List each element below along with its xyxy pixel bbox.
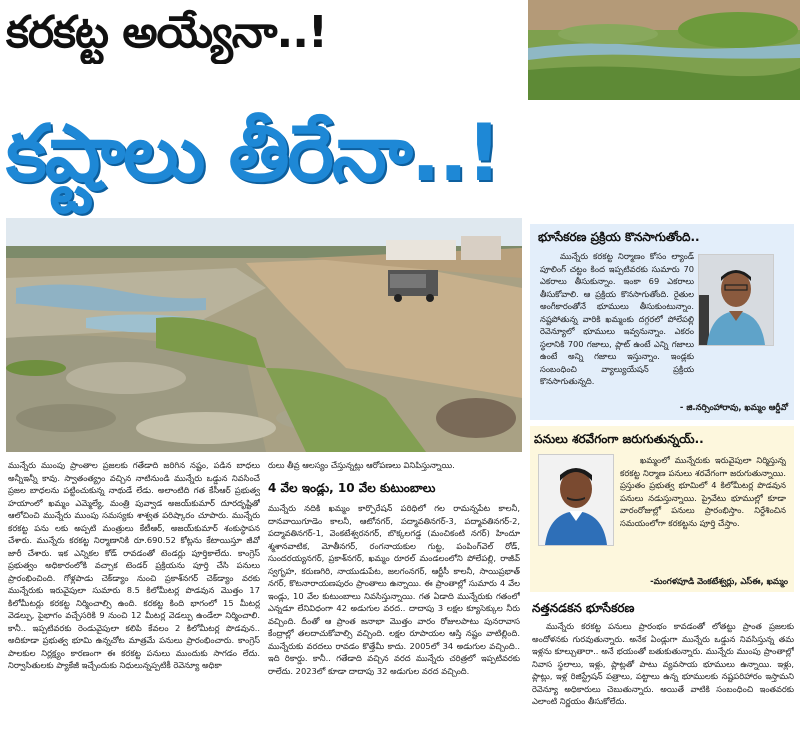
side-article-subhead: నత్తనడకన భూసేకరణ <box>532 601 635 615</box>
se-portrait <box>538 454 614 546</box>
rdo-signature: - జి.నర్సింహారావు, ఖమ్మం ఆర్డీవో <box>679 402 788 412</box>
rdo-portrait <box>698 254 774 346</box>
rdo-quote-title: భూసేకరణ ప్రక్రియ కొనసాగుతోంది.. <box>538 230 700 244</box>
article-column-1: మున్నేరు ముంపు ప్రాంతాల ప్రజలకు గతేడాది జరిగిన నష్టం, పడిన బాధలు అన్నీఇన్నీ కావు. స్వాతంత్య్రం వచ్చిన నాటినుండి మున్నేరు ఒడ్డున నివసించే ప్రజల బాధలను పట్టించుకున్న నాథుడే లేడు. అలాంటిది గత కేసీఆర్ ప్రభుత్వ హయాంలో ఖమ్మం ఎమ్మెల్యే, మంత్రి పువ్వాడ అజయ్‌కుమార్ దూరదృష్టితో ఆలోచించి మున్నేరు ముంపు సమస్యకు శాశ్వత పరిష్కారం చూపారు. మున్నేరు కరకట్ట పను లకు అప్పటి మంత్రులు కేటీఆర్, అజయ్‌కుమార్ శంకుస్థాపన చేశారు. మున్నేరు కరకట్ట నిర్మాణానికి రూ.690.52 కోట్లను కేటాయిస్తూ జీవో జారీ చేశారు. ఇక ఎన్నికల కోడ్ రావడంతో టెండర్లు పూర్తికాలేదు. కాంగ్రెస్ ప్రభుత్వం అధికారంలోకి వచ్చాక టెండర్ ప్రక్రియను పూర్తి చేసి పనులు ప్రారంభించింది. గోళ్లపాడు చెక్‌డ్యాం నుంచి ప్రకాశ్‌నగర్ చెక్‌డ్యాం వరకు మున్నేరుకు ఇరువైపులా సుమారు 8.5 కిలోమీటర్ల పొడవున మొత్తం 17 కిలోమీటర్లు కరకట్ట నిర్మించాల్సి ఉంది. కరకట్ట కింది భాగంలో 15 మీటర్ల వెడల్పు, పైభాగం వచ్చేసరికి 9 నుంచి 12 మీటర్ల వెడల్పు ఉండేలా నిర్మించాలి. కానీ.. ఇప్పటివరకు రెండువైపులా కలిపి కేవలం 2 కిలోమీటర్ల పొడవున.. అదికూడా ప్రభుత్వ భూమి ఉన్నచోట మాత్రమే పనులు ప్రారంభించారు. కాంగ్రెస్ పాలకుల నిర్లక్ష్యం కారణంగా ఈ కరకట్ట పనులు ముందుకు సాగడం లేదు. నిర్వాసితులకు ప్యాకేజీ ఇచ్చేందుకు నిధులున్నప్పటికీ రెవెన్యూ అధికా <box>8 460 260 670</box>
se-signature: -మంగళపూడి వెంకటేశ్వర్లు, ఎస్ఈ, ఖమ్మం <box>650 576 788 586</box>
se-quote-title: పనులు శరవేగంగా జరుగుతున్నయ్.. <box>534 432 704 446</box>
riverbed-construction-photo <box>6 218 522 452</box>
se-quote-body: ఖమ్మంలో మున్నేరుకు ఇరువైపులా నిర్మిస్తున్న కరకట్ట నిర్మాణ పనులు శరవేగంగా జరుగుతున్నాయి. ప్రస్తుతం ప్రభుత్వ భూమిలో 4 కిలోమీటర్ల పొడవున పనులు నడుస్తున్నాయి. ప్రైవేటు భూముల్లో కూడా వారంరోజుల్లో పనులు ప్రారంభిస్తాం. నిర్దేశించిన సమయంలోగా కరకట్టను పూర్తి చేస్తాం. <box>620 455 786 528</box>
rdo-quote-body-left: మున్నేరు కరకట్ట నిర్మాణం కోసం ల్యాండ్ పూలింగ్ చట్టం కింద ఇప్పటివరకు సుమారు 70 ఎకరాలు తీసుకున్నాం. ఇంకా 69 ఎకరాలు తీసుకోవాలి. ఆ ప్రక్రియ కొనసాగుతోంది. రైతుల అంగీకారంతోనే భూములు తీసుకుంటున్నాం. నష్టపోతున్న వారికి ఖమ్మంకు దగ్గరలో పోలేపల్లి రెవెన్యూలో భూములు ఇవ్వనున్నాం. ఎకరం స్థలానికి 700 గజాలు, ప్లాట్ ఉంటే ఎన్ని గజాలు ఉంటే అన్ని గజాలు ఇస్తున్నాం. ఇండ్లకు సంబంధించి వ్యాల్యుయేషన్ ప్రక్రియ కొనసాగుతున్నది. <box>540 251 694 386</box>
top-river-photo <box>528 0 800 100</box>
rdo-portrait-image <box>699 255 773 345</box>
side-article-body: మున్నేరు కరకట్ట పనులు ప్రారంభం కావడంతో లోతట్టు ప్రాంత ప్రజలకు అందోళనకు గురవుతున్నారు. అనేక ఏండ్లుగా మున్నేరు ఒడ్డున నివసిస్తున్న తమ ఇళ్లను కూల్చుతారా.. అనే భయంతో బతుకుతున్నారు. మున్నేరు ముంపు ప్రాంతాల్లో నివాస స్థలాలు, ఇళ్లు, ప్లాట్లతో పాటు వ్యవసాయ భూములు ఉన్నాయి. ఇళ్లు, ప్లాట్లు, ఇళ్ల రిజిస్ట్రేషన్ పత్రాలు, పట్టాలు ఉన్న భూములకు నష్టపరిహారం ఇస్తామని రెవెన్యూ అధికారులు చెబుతున్నారు. అయితే వాటికి సంబంధించి ఇంతవరకు ఎలాంటి నిర్ణయం తీసుకోలేదు. <box>532 621 794 706</box>
se-quote-box <box>530 426 794 592</box>
article-column-2-intro: రులు తీవ్ర ఆలస్యం చేస్తున్నట్లు ఆరోపణలు వినిపిస్తున్నాయి. <box>268 460 455 470</box>
article-subhead-houses: 4 వేల ఇండ్లు, 10 వేల కుటుంబాలు <box>268 481 436 495</box>
kicker-headline: కరకట్ట అయ్యేనా..! <box>6 7 327 58</box>
main-headline: కష్టాలు తీరేనా..! <box>6 109 500 199</box>
article-column-2-body: మున్నేరు నదికి ఖమ్మం కార్పొరేషన్ పరిధిలో గల రామన్నపేట కాలనీ, దానవాయిగూడెం కాలనీ, ఆటోనగర్, పద్మావతినగర్-3, పద్మావతినగర్-2, పద్మావతినగర్-1, వెంకటేశ్వరనగర్, బొక్కలగడ్డ (మంచికంటి నగర్) హిందూ శ్మశానవాటిక, మోతీనగర్, రంగనాయకుల గుట్ట, పంపింగ్‌వెల్ రోడ్, సుందరయ్యనగర్, ప్రకాశ్‌నగర్, ఖమ్మం రూరల్ మండలంలోని పోలేపల్లి, రాజీవ్ స్వగృహ, కరుణగిరి, నాయుడుపేట, జలగంనగర్, ఆర్టీసీ కాలనీ, సాయిప్రభాత్ నగర్, కొటనారాయణపురం ప్రాంతాలు ఉన్నాయి. ఈ ప్రాంతాల్లో సుమారు 4 వేల ఇండ్లు, 10 వేల కుటుంబాలు నివసిస్తున్నాయి. గత ఏడాది మున్నేరుకు గతంలో ఎన్నడూ లేనివిధంగా 42 అడుగుల వరద.. దాదాపు 3 లక్షల క్యూసెక్కుల నీరు వచ్చింది. దీంతో ఆ ప్రాంత జనాభా మొత్తం వారం రోజులపాటు పునరావాస కేంద్రాల్లో తలదాచుకోవాల్సి వచ్చింది. లక్షల రూపాయల ఆస్తి నష్టం వాటిల్లింది. మున్నేరుకు వరదలు రావడం కొత్తేమీ కాదు. 2005లో 34 అడుగుల వచ్చింది.. ఇది రికార్డు. కానీ.. గతేడాది వచ్చిన వరద మున్నేరు చరిత్రలో ఇప్పటివరకు రాలేదు. 2023లో కూడా దాదాపు 32 అడుగుల వరద వచ్చింది. <box>268 503 520 676</box>
top-river-photo-image <box>528 0 800 100</box>
riverbed-construction-photo-image <box>6 218 522 452</box>
rdo-quote-box <box>530 224 794 420</box>
se-portrait-image <box>539 455 613 545</box>
